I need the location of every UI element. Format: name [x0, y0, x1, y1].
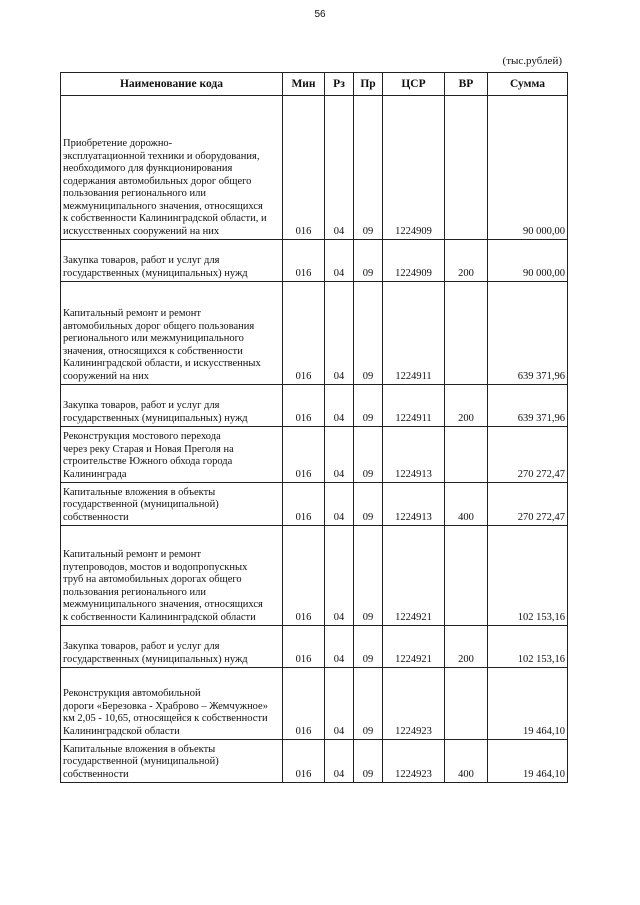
row-rz: 04: [325, 385, 354, 427]
row-pr: 09: [354, 668, 383, 740]
table-row: [61, 282, 568, 385]
row-csr: 1224911: [383, 385, 445, 427]
header-vr: ВР: [445, 73, 488, 96]
row-min: 016: [283, 740, 325, 783]
table-row: [61, 240, 568, 282]
row-rz: 04: [325, 483, 354, 526]
table-row: [61, 385, 568, 427]
table-row: [61, 427, 568, 483]
row-csr: 1224909: [383, 96, 445, 240]
row-sum: 102 153,16: [488, 626, 568, 668]
header-rz: Рз: [325, 73, 354, 96]
row-name: Капитальные вложения в объекты государственной (муниципальной) собственности: [61, 483, 283, 526]
row-vr: [445, 427, 488, 483]
row-pr: 09: [354, 427, 383, 483]
table-header-row: [61, 73, 568, 96]
table-row: [61, 526, 568, 626]
row-rz: 04: [325, 526, 354, 626]
row-csr: 1224923: [383, 740, 445, 783]
row-sum: 270 272,47: [488, 483, 568, 526]
table-row: [61, 740, 568, 783]
row-pr: 09: [354, 740, 383, 783]
row-rz: 04: [325, 427, 354, 483]
row-name: Капитальные вложения в объекты государственной (муниципальной) собственности: [61, 740, 283, 783]
row-sum: 19 464,10: [488, 740, 568, 783]
row-name: Закупка товаров, работ и услуг для государственных (муниципальных) нужд: [61, 626, 283, 668]
row-csr: 1224911: [383, 282, 445, 385]
row-vr: 400: [445, 740, 488, 783]
header-sum: Сумма: [488, 73, 568, 96]
header-name: Наименование кода: [61, 73, 283, 96]
row-sum: 90 000,00: [488, 240, 568, 282]
row-vr: 200: [445, 385, 488, 427]
row-vr: 400: [445, 483, 488, 526]
row-name: Закупка товаров, работ и услуг для государственных (муниципальных) нужд: [61, 385, 283, 427]
unit-note: (тыс.рублей): [502, 55, 562, 67]
row-sum: 639 371,96: [488, 385, 568, 427]
row-name: Закупка товаров, работ и услуг для государственных (муниципальных) нужд: [61, 240, 283, 282]
row-sum: 90 000,00: [488, 96, 568, 240]
row-name: Реконструкция мостового перехода через реку Старая и Новая Преголя на строительстве Южного обхода города Калининграда: [61, 427, 283, 483]
row-rz: 04: [325, 740, 354, 783]
row-rz: 04: [325, 668, 354, 740]
row-min: 016: [283, 668, 325, 740]
row-pr: 09: [354, 483, 383, 526]
row-csr: 1224913: [383, 427, 445, 483]
row-sum: 270 272,47: [488, 427, 568, 483]
row-rz: 04: [325, 282, 354, 385]
row-name: Капитальный ремонт и ремонт автомобильных дорог общего пользования регионального или межмуниципального значения, относящихся к собственности Калининградской области, и искусственных сооружений на них: [61, 282, 283, 385]
row-pr: 09: [354, 385, 383, 427]
row-pr: 09: [354, 96, 383, 240]
row-pr: 09: [354, 526, 383, 626]
row-pr: 09: [354, 282, 383, 385]
header-csr: ЦСР: [383, 73, 445, 96]
row-sum: 102 153,16: [488, 526, 568, 626]
row-min: 016: [283, 240, 325, 282]
row-csr: 1224913: [383, 483, 445, 526]
row-vr: 200: [445, 626, 488, 668]
header-pr: Пр: [354, 73, 383, 96]
row-name: Капитальный ремонт и ремонт путепроводов, мостов и водопропускных труб на автомобильных дорогах общего пользования регионального или межмуниципального значения, относящихся к собственности Калининградской области: [61, 526, 283, 626]
table-row: [61, 626, 568, 668]
row-csr: 1224923: [383, 668, 445, 740]
row-min: 016: [283, 626, 325, 668]
row-pr: 09: [354, 626, 383, 668]
row-csr: 1224921: [383, 526, 445, 626]
row-min: 016: [283, 282, 325, 385]
row-csr: 1224921: [383, 626, 445, 668]
row-vr: [445, 96, 488, 240]
row-sum: 639 371,96: [488, 282, 568, 385]
page-number: 56: [314, 9, 326, 20]
header-min: Мин: [283, 73, 325, 96]
row-vr: [445, 282, 488, 385]
row-rz: 04: [325, 626, 354, 668]
row-csr: 1224909: [383, 240, 445, 282]
table-row: [61, 483, 568, 526]
row-vr: [445, 526, 488, 626]
row-name: Реконструкция автомобильной дороги «Березовка - Храброво – Жемчужное» км 2,05 - 10,65, относящейся к собственности Калининградской области: [61, 668, 283, 740]
row-min: 016: [283, 385, 325, 427]
row-sum: 19 464,10: [488, 668, 568, 740]
row-min: 016: [283, 427, 325, 483]
row-min: 016: [283, 96, 325, 240]
row-name: Приобретение дорожно- эксплуатационной техники и оборудования, необходимого для функционирования содержания автомобильных дорог общего пользования регионального или межмуниципального значения, относящихся к собственности Калининградской области, и искусственных сооружений на них: [61, 96, 283, 240]
table-row: [61, 668, 568, 740]
row-rz: 04: [325, 96, 354, 240]
row-rz: 04: [325, 240, 354, 282]
table-row: [61, 96, 568, 240]
row-vr: 200: [445, 240, 488, 282]
row-min: 016: [283, 483, 325, 526]
row-min: 016: [283, 526, 325, 626]
budget-table: [60, 72, 568, 783]
row-vr: [445, 668, 488, 740]
row-pr: 09: [354, 240, 383, 282]
